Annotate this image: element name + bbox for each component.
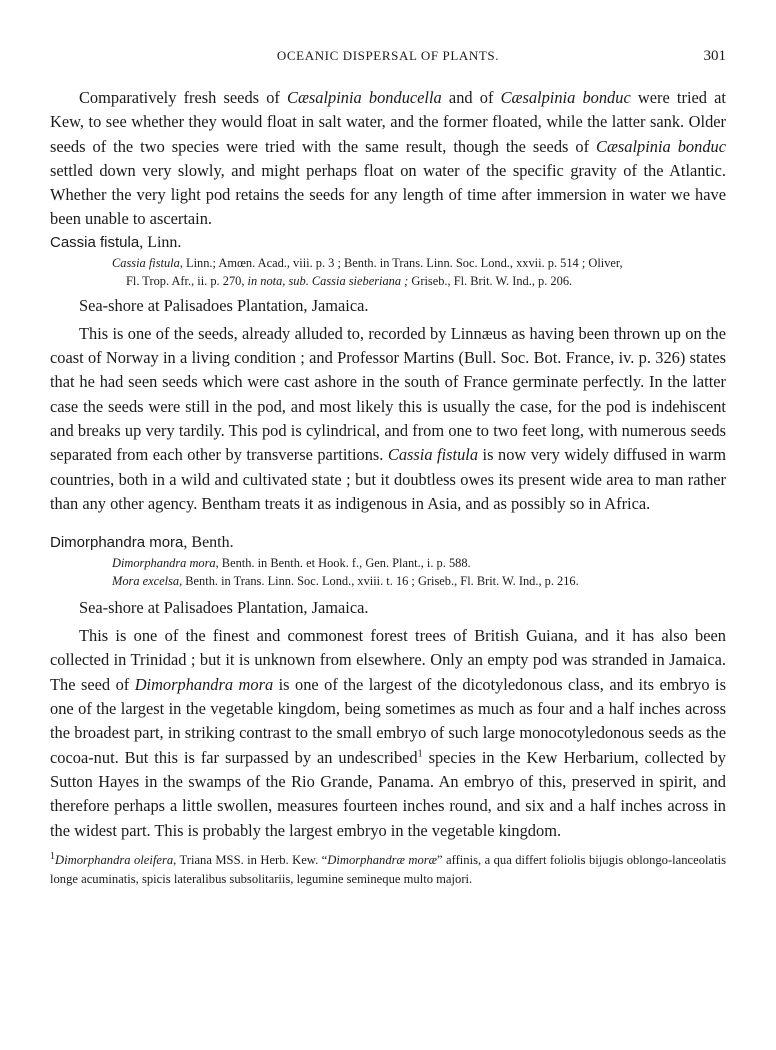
- intro-species-1: Cæsalpinia bonducella: [287, 88, 442, 107]
- cassia-ref-text-c: Griseb., Fl. Brit. W. Ind., p. 206.: [408, 273, 573, 288]
- cassia-ref-line-2: [112, 272, 726, 290]
- dimorphandra-references: [112, 554, 726, 590]
- intro-species-3: Cæsalpinia bonduc: [596, 136, 726, 156]
- dimorphandra-habitat: Sea-shore at Palisadoes Plantation, Jamaica.: [79, 598, 369, 618]
- dimorphandra-section: [50, 532, 726, 843]
- intro-text-1: Comparatively fresh seeds of: [79, 88, 288, 107]
- dimorphandra-ref-species-2: Mora excelsa: [112, 574, 180, 589]
- intro-species-2: Cæsalpinia bonduc: [500, 88, 631, 107]
- dimorphandra-desc-text-3: species in the Kew Herbarium, collected by Sutton Hayes in the swamps of the Rio Grande, Panama. An embryo of this, preserved in spirit, and therefore perhaps a little swollen, measures fourteen inches round, and six and a half inches across in the widest part. This is probably the largest embryo in the vegetable kingdom.: [50, 747, 726, 840]
- dimorphandra-desc-text-1: This is one of the finest and commonest forest trees of British Guiana, and it has also been collected in Trinidad ; but it is unknown from elsewhere. Only an empty pod was stranded in Jamaica. The seed of: [50, 626, 726, 694]
- dimorphandra-name: Dimorphandra mora: [50, 534, 184, 552]
- cassia-heading: [50, 232, 726, 254]
- dimorphandra-ref-line-1: [112, 554, 726, 572]
- body-text: [50, 86, 726, 889]
- dimorphandra-authority: , Benth.: [183, 534, 234, 552]
- cassia-desc-text-1: This is one of the seeds, already alluded to, recorded by Linnæus as having been thrown up on the coast of Norway in a living condition ; and Professor Martins (Bull. Soc. Bot. France, iv. p. 326) states that he had seen seeds which were cast ashore in the south of France germinate perfectly. In the latter case the seeds were still in the pod, and most likely this is usually the case, for the pod is indehiscent and breaks up very tardily. This pod is cylindrical, and from one to two feet long, with numerous seeds separated from each other by transverse partitions.: [50, 323, 726, 465]
- dimorphandra-ref-text-1: , Benth. in Benth. et Hook. f., Gen. Plant., i. p. 588.: [215, 556, 471, 571]
- cassia-desc-text-2: is now very widely diffused in warm countries, both in a wild and cultivated state ; but it doubtless owes its present wide area to man rather than any other agency. Bentham treats it as indigenous in Asia, and as possibly so in Africa.: [50, 445, 727, 513]
- footnote: [50, 851, 726, 889]
- cassia-habitat: Sea-shore at Palisadoes Plantation, Jamaica.: [79, 295, 369, 315]
- dimorphandra-ref-text-2: , Benth. in Trans. Linn. Soc. Lond., xviii. t. 16 ; Griseb., Fl. Brit. W. Ind., p. 216.: [179, 574, 579, 589]
- intro-text-4: settled down very slowly, and might perhaps float on water of the specific gravity of the Atlantic. Whether the very light pod retains the seeds for any length of time after immersion in water we have been unable to ascertain.: [50, 160, 726, 229]
- cassia-description: [50, 322, 726, 516]
- intro-text-2: and of: [441, 88, 501, 107]
- dimorphandra-desc-species: Dimorphandra mora: [134, 674, 274, 694]
- footnote-reference-mark: 1: [417, 748, 423, 760]
- dimorphandra-ref-line-2: [112, 572, 726, 590]
- footnote-mark: 1: [50, 850, 55, 862]
- dimorphandra-ref-species-1: Dimorphandra mora: [112, 556, 216, 571]
- footnote-species: Dimorphandra oleifera: [55, 852, 174, 867]
- intro-text-3: were tried at Kew, to see whether they would float in salt water, and the former floated, while the latter sank. Older seeds of the two species were tried with the same result, though the seeds of: [50, 88, 726, 156]
- cassia-ref-text-b: Fl. Trop. Afr., ii. p. 270,: [126, 273, 248, 288]
- running-title: OCEANIC DISPERSAL OF PLANTS.: [276, 48, 500, 63]
- dimorphandra-desc-text-2: is one of the largest of the dicotyledonous class, and its embryo is one of the largest in the vegetable kingdom, being sometimes as much as four and a half inches across the broadest part, in striking contrast to the small embryo of such large monocotyledonous seeds as the cocoa-nut. But this is far surpassed by an undescribed: [50, 674, 726, 767]
- footnote-text-1: , Triana MSS. in Herb. Kew. “: [173, 852, 328, 867]
- cassia-ref-line-1: [112, 254, 726, 272]
- dimorphandra-description: [50, 624, 726, 843]
- cassia-ref-text-a: , Linn.; Amœn. Acad., viii. p. 3 ; Benth. in Trans. Linn. Soc. Lond., xxvii. p. 514 ; Oliver,: [179, 255, 623, 270]
- footnote-text-2: ” affinis, a qua differt foliolis bijugis oblongo-lanceolatis longe acuminatis, spicis lateralibus subsolitariis, legumine semineque multo majori.: [50, 852, 727, 886]
- cassia-authority: , Linn.: [139, 233, 182, 251]
- cassia-section: [50, 232, 726, 516]
- cassia-ref-species: Cassia fistula: [112, 255, 180, 270]
- page-number: 301: [703, 48, 726, 64]
- cassia-ref-note: in nota, sub. Cassia sieberiana ;: [247, 273, 409, 288]
- running-head: [50, 48, 726, 68]
- footnote-species-2: Dimorphandræ moræ: [327, 852, 438, 867]
- intro-paragraph: [50, 86, 726, 232]
- cassia-references: [112, 254, 726, 290]
- cassia-desc-species: Cassia fistula: [387, 445, 479, 465]
- cassia-name: Cassia fistula: [50, 233, 140, 251]
- dimorphandra-heading: [50, 532, 726, 554]
